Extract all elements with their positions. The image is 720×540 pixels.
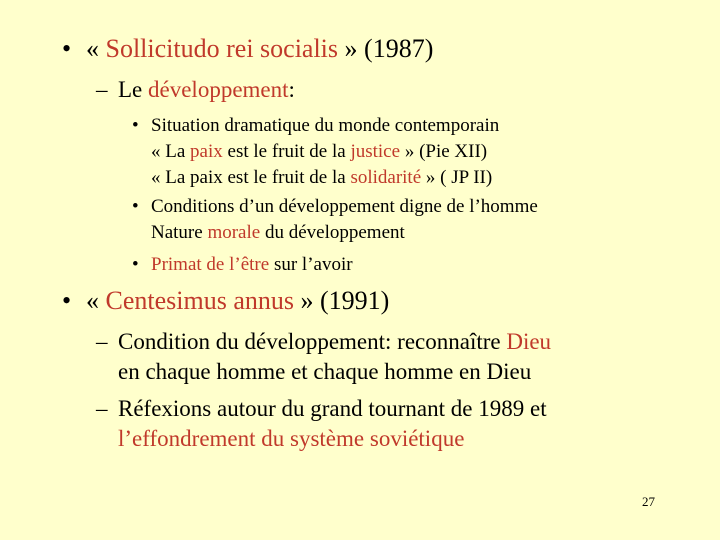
quote-highlight-justice: justice xyxy=(350,141,401,162)
primat-text: sur l’avoir xyxy=(269,254,353,275)
point-situation: Situation dramatique du monde contemporain xyxy=(151,115,500,136)
page-number: 27 xyxy=(642,494,655,509)
point-primat xyxy=(151,254,353,276)
heading-open-quote: « xyxy=(86,286,106,315)
bullet-icon: • xyxy=(62,34,72,63)
point-conditions: Conditions d’un développement digne de l’homme xyxy=(151,196,538,217)
quote-highlight-paix: paix xyxy=(190,141,223,162)
quote-text: « La paix est le fruit de la xyxy=(151,167,351,188)
quote-text: « La xyxy=(151,141,191,162)
heading-sollicitudo xyxy=(86,34,433,64)
condition-highlight-dieu: Dieu xyxy=(506,329,552,354)
dash-icon: – xyxy=(96,77,108,102)
sub-pre: Le xyxy=(118,77,149,102)
quote-highlight-solidarite: solidarité xyxy=(350,167,422,188)
quote-text: est le fruit de la xyxy=(222,141,351,162)
bullet-icon: • xyxy=(132,115,139,136)
sub-condition-line1 xyxy=(118,329,551,355)
quote-pie-xii xyxy=(151,141,487,163)
heading-title: Centesimus annus xyxy=(105,286,294,315)
bullet-icon: • xyxy=(132,196,139,217)
dash-icon: – xyxy=(96,396,108,421)
sub-reflexions-line2: l’effondrement du système soviétique xyxy=(118,426,465,451)
quote-text: » ( JP II) xyxy=(421,167,493,188)
sub-condition-line2: en chaque homme et chaque homme en Dieu xyxy=(118,359,532,384)
point-nature-morale xyxy=(151,222,405,244)
sub-reflexions-line1: Réfexions autour du grand tournant de 1989 et xyxy=(118,396,547,421)
sub-highlight: développement xyxy=(148,77,289,102)
bullet-icon: • xyxy=(132,254,139,275)
nature-text: du développement xyxy=(260,222,405,243)
heading-year: » (1987) xyxy=(338,34,434,63)
dash-icon: – xyxy=(96,329,108,354)
condition-text: Condition du développement: reconnaître xyxy=(118,329,507,354)
heading-open-quote: « xyxy=(86,34,106,63)
heading-year: » (1991) xyxy=(294,286,390,315)
heading-centesimus xyxy=(86,286,389,316)
primat-highlight: Primat de l’être xyxy=(151,254,270,275)
nature-highlight-morale: morale xyxy=(207,222,261,243)
subheading-developpement xyxy=(118,77,295,103)
sub-post: : xyxy=(288,77,295,102)
nature-text: Nature xyxy=(151,222,208,243)
quote-text: » (Pie XII) xyxy=(400,141,488,162)
quote-jp-ii xyxy=(151,167,492,189)
bullet-icon: • xyxy=(62,286,72,315)
heading-title: Sollicitudo rei socialis xyxy=(105,34,339,63)
